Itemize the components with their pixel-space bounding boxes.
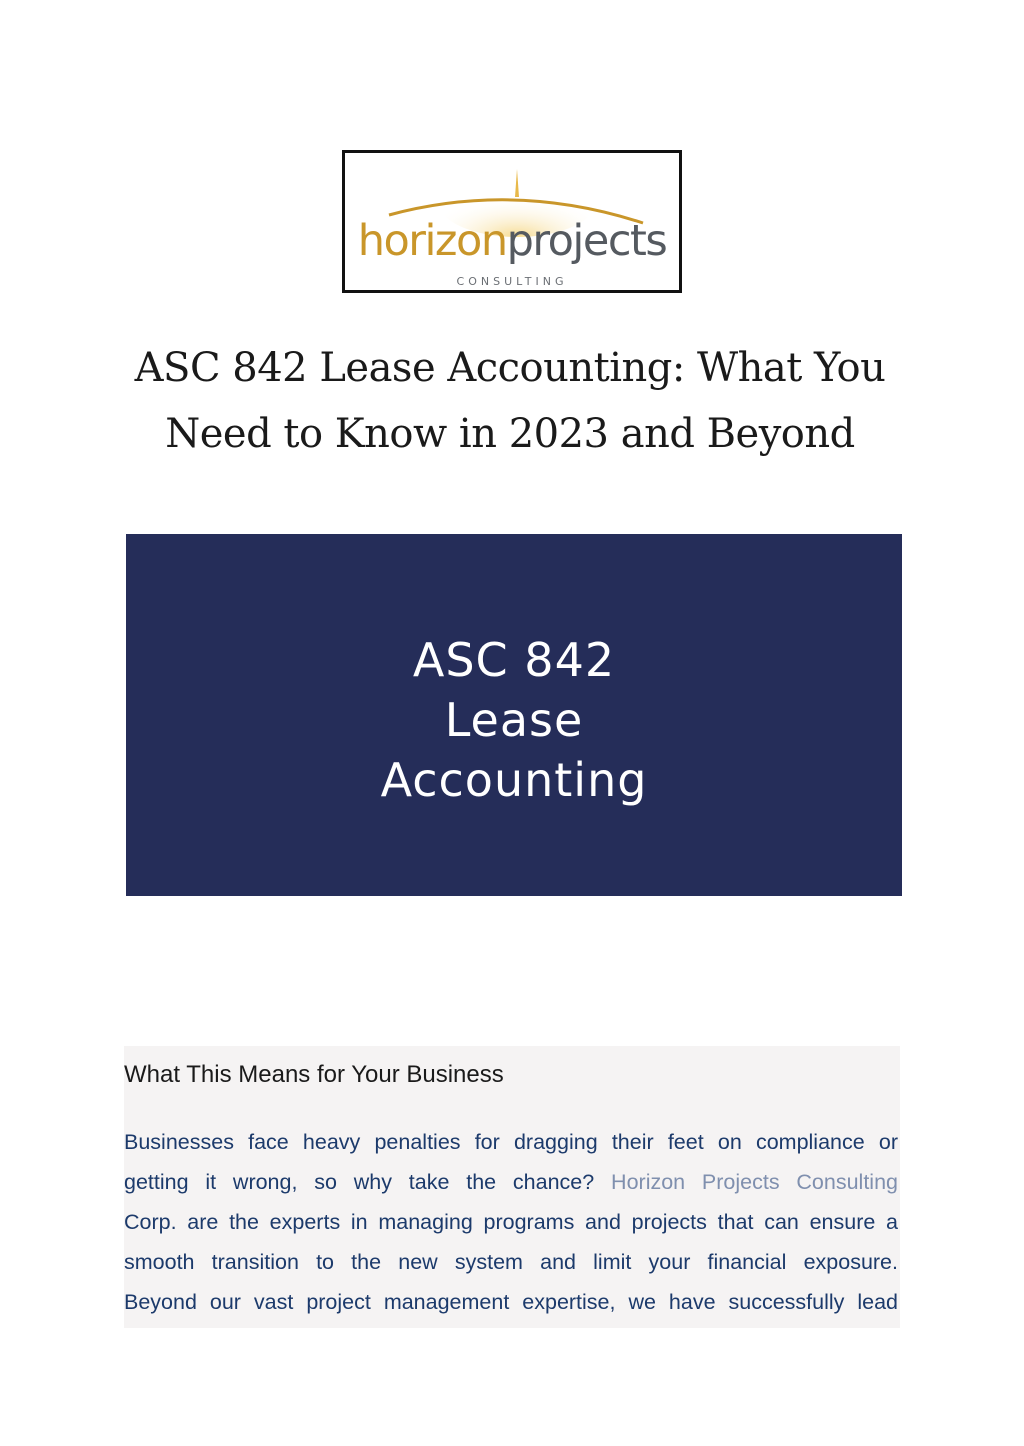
body-line-4: smooth transition to the new system and limit your financial exposure. bbox=[124, 1250, 898, 1274]
hero-banner bbox=[126, 534, 902, 896]
logo-word-projects: projects bbox=[506, 216, 667, 266]
company-logo bbox=[342, 150, 682, 293]
logo-subtitle: CONSULTING bbox=[456, 275, 568, 288]
title-line-1: ASC 842 Lease Accounting: What You bbox=[134, 345, 886, 391]
banner-line-3: Accounting bbox=[380, 753, 648, 807]
document-title bbox=[100, 335, 920, 467]
body-line-2 bbox=[124, 1168, 898, 1196]
body-line-2-text: getting it wrong, so why take the chance? bbox=[124, 1170, 595, 1194]
banner-line-1: ASC 842 bbox=[412, 633, 616, 687]
banner-text bbox=[126, 630, 902, 810]
body-line-1: Businesses face heavy penalties for dragging their feet on compliance or bbox=[124, 1130, 898, 1154]
body-line-5: Beyond our vast project management expertise, we have successfully lead bbox=[124, 1290, 898, 1314]
title-line-2: Need to Know in 2023 and Beyond bbox=[165, 411, 855, 457]
logo-wordmark bbox=[345, 217, 679, 265]
body-line-3: Corp. are the experts in managing programs and projects that can ensure a bbox=[124, 1210, 898, 1234]
section-heading: What This Means for Your Business bbox=[124, 1061, 504, 1088]
company-link[interactable]: Horizon Projects Consulting bbox=[611, 1170, 898, 1194]
business-section bbox=[124, 1046, 900, 1328]
logo-word-horizon: horizon bbox=[357, 216, 507, 266]
banner-line-2: Lease bbox=[444, 693, 584, 747]
